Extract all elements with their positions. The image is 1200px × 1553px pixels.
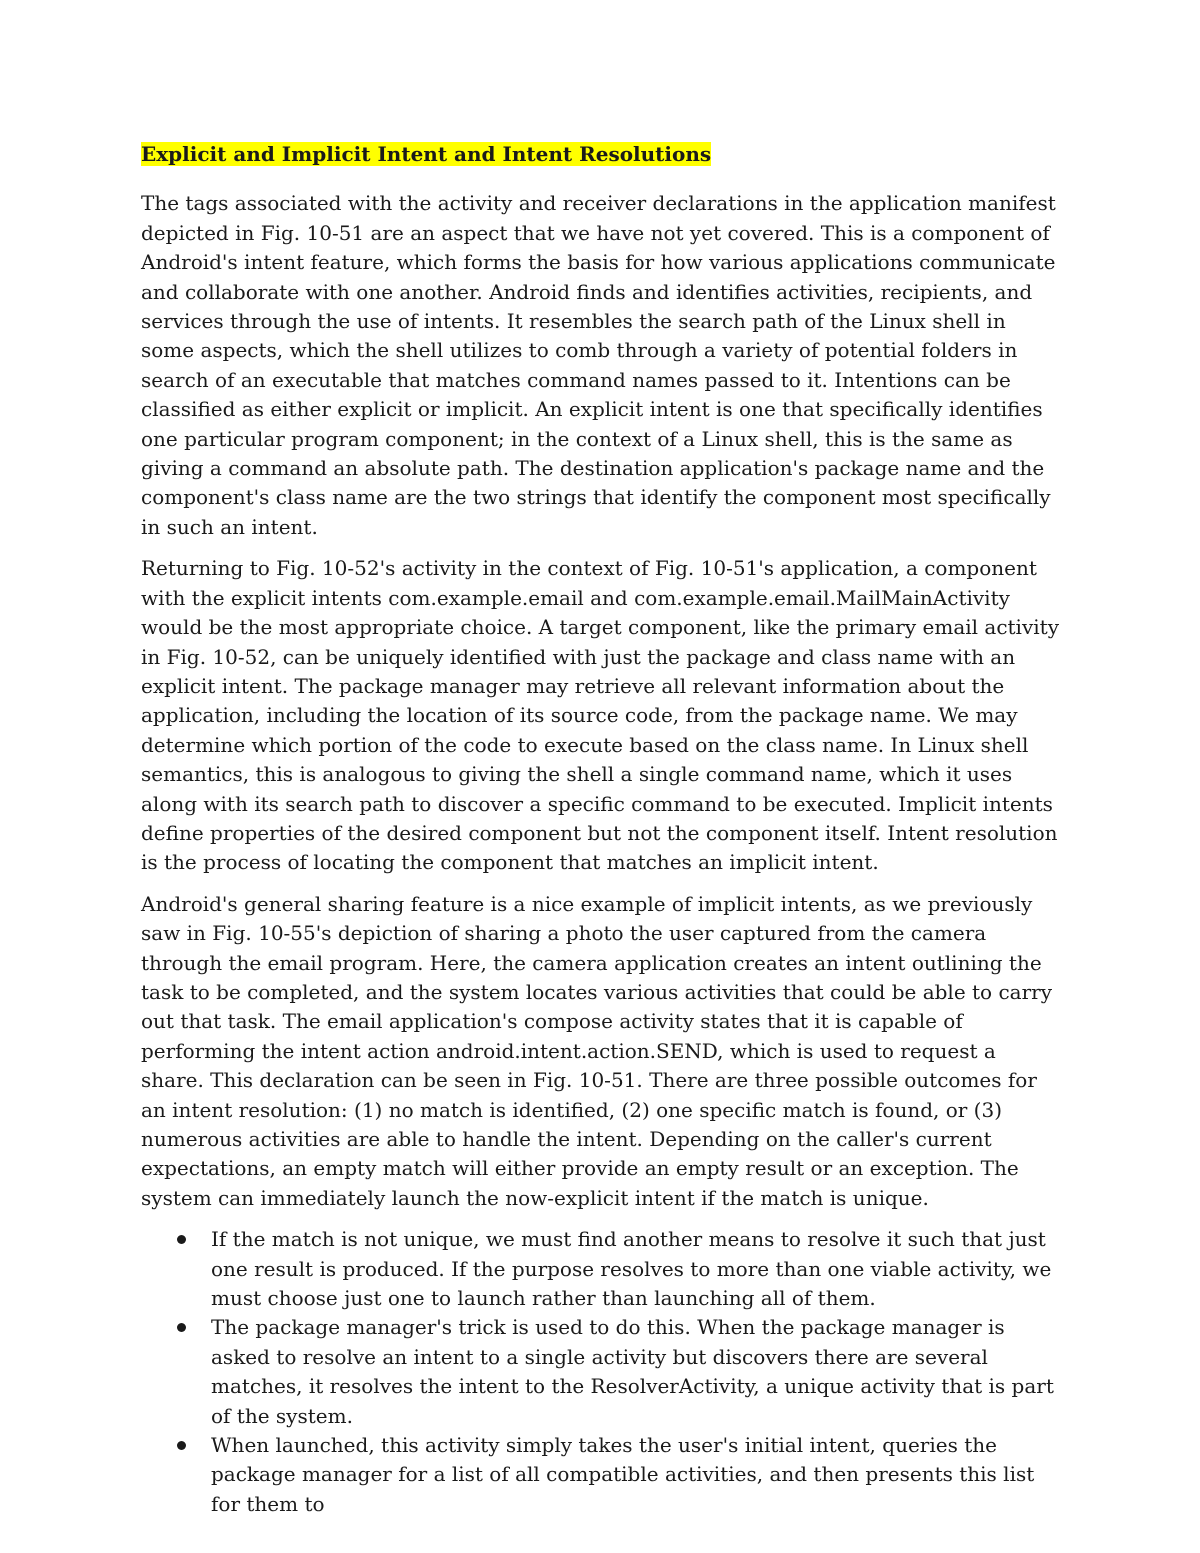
list-item	[141, 1225, 1061, 1313]
title-highlight: Explicit and Implicit Intent and Intent Resolutions	[141, 142, 712, 166]
bullet-icon	[177, 1441, 186, 1450]
bullet-icon	[177, 1235, 186, 1244]
bullet-list	[141, 1225, 1061, 1519]
document-title	[141, 140, 1061, 169]
list-item-text: When launched, this activity simply takes the user's initial intent, queries the package manager for a list of all compatible activities, and then presents this list for them to	[211, 1433, 1035, 1516]
list-item	[141, 1431, 1061, 1519]
paragraph: Android's general sharing feature is a nice example of implicit intents, as we previously saw in Fig. 10-55's depiction of sharing a photo the user captured from the camera through the email program. Here, the camera application creates an intent outlining the task to be completed, and the system locates various activities that could be able to carry out that task. The email application's compose activity states that it is capable of performing the intent action android.intent.action.SEND, which is used to request a share. This declaration can be seen in Fig. 10-51. There are three possible outcomes for an intent resolution: (1) no match is identified, (2) one specific match is found, or (3) numerous activities are able to handle the intent. Depending on the caller's current expectations, an empty match will either provide an empty result or an exception. The system can immediately launch the now-explicit intent if the match is unique.	[141, 891, 1052, 1210]
list-item	[141, 1313, 1061, 1431]
paragraph: The tags associated with the activity and receiver declarations in the application manifest depicted in Fig. 10-51 are an aspect that we have not yet covered. This is a component of Android's intent feature, which forms the basis for how various applications communicate and collaborate with one another. Android finds and identifies activities, recipients, and services through the use of intents. It resembles the search path of the Linux shell in some aspects, which the shell utilizes to comb through a variety of potential folders in search of an executable that matches command names passed to it. Intentions can be classified as either explicit or implicit. An explicit intent is one that specifically identifies one particular program component; in the context of a Linux shell, this is the same as giving a command an absolute path. The destination application's package name and the component's class name are the two strings that identify the component most specifically in such an intent.	[141, 191, 1056, 539]
paragraph: Returning to Fig. 10-52's activity in the context of Fig. 10-51's application, a component with the explicit intents com.example.email and com.example.email.MailMainActivity would be the most appropriate choice. A target component, like the primary email activity in Fig. 10-52, can be uniquely identified with just the package and class name with an explicit intent. The package manager may retrieve all relevant information about the application, including the location of its source code, from the package name. We may determine which portion of the code to execute based on the class name. In Linux shell semantics, this is analogous to giving the shell a single command name, which it uses along with its search path to discover a specific command to be executed. Implicit intents define properties of the desired component but not the component itself. Intent resolution is the process of locating the component that matches an implicit intent.	[141, 556, 1059, 875]
list-item-text: If the match is not unique, we must find another means to resolve it such that just one result is produced. If the purpose resolves to more than one viable activity, we must choose just one to launch rather than launching all of them.	[211, 1227, 1052, 1311]
bullet-icon	[177, 1323, 186, 1332]
list-item-text: The package manager's trick is used to do this. When the package manager is asked to resolve an intent to a single activity but discovers there are several matches, it resolves the intent to the ResolverActivity, a unique activity that is part of the system.	[211, 1315, 1054, 1428]
document-body	[141, 140, 1061, 1519]
